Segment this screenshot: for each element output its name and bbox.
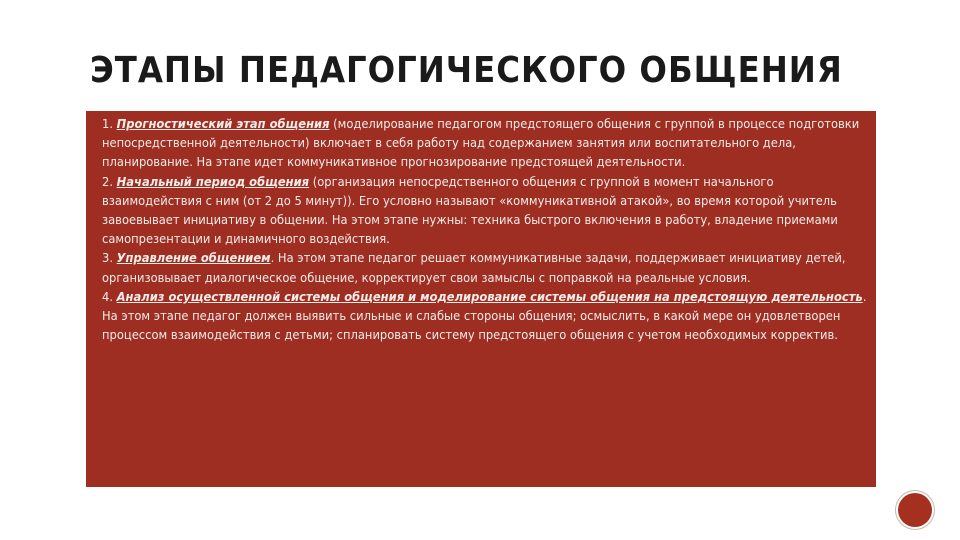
- stage-2-paragraph: [102, 173, 868, 250]
- stage-4-text: . На этом этапе педагог должен выявить сильные и слабые стороны общения; осмыслить, в какой мере он удовлетворен процессом взаимодействия с детьми; спланировать систему предстоящего общения с учетом необходимых корректив.: [102, 289, 867, 344]
- stage-3-paragraph: [102, 249, 868, 287]
- stage-2-term: Начальный период общения: [116, 174, 310, 190]
- stage-3-term: Управление общением: [116, 251, 271, 267]
- stage-1-paragraph: [102, 115, 868, 173]
- stage-3-number: 3.: [102, 251, 117, 267]
- stage-3-text: . На этом этапе педагог решает коммуникативные задачи, поддерживает инициативу детей, организовывает диалогическое общение, корректирует свои замыслы с поправкой на реальные условия.: [102, 251, 846, 286]
- stage-4-number: 4.: [102, 289, 117, 305]
- stage-2-text: (организация непосредственного общения с группой в момент начального взаимодействия с ним (от 2 до 5 минут)). Его условно называют «коммуникативной атакой», во время которой учитель завоевывает инициативу в общении. На этом этапе нужны: техника быстрого включения в работу, владение приемами самопрезентации и динамичного воздействия.: [102, 174, 838, 248]
- content-box: [86, 111, 876, 487]
- stage-4-paragraph: [102, 288, 868, 346]
- stage-2-number: 2.: [102, 174, 117, 190]
- slide-number-badge: [898, 493, 932, 527]
- slide-title: ЭТАПЫ ПЕДАГОГИЧЕСКОГО ОБЩЕНИЯ: [90, 50, 843, 91]
- stage-1-text: (моделирование педагогом предстоящего общения с группой в процессе подготовки непосредственной деятельности) включает в себя работу над содержанием занятия или воспитательного дела, планирование. На этапе идет коммуникативное прогнозирование предстоящей деятельности.: [102, 117, 860, 171]
- stage-1-number: 1.: [102, 117, 117, 132]
- stage-1-term: Прогностический этап общения: [116, 117, 330, 132]
- stage-4-term: Анализ осуществленной системы общения и моделирование системы общения на предстоящую деятельность: [116, 289, 863, 305]
